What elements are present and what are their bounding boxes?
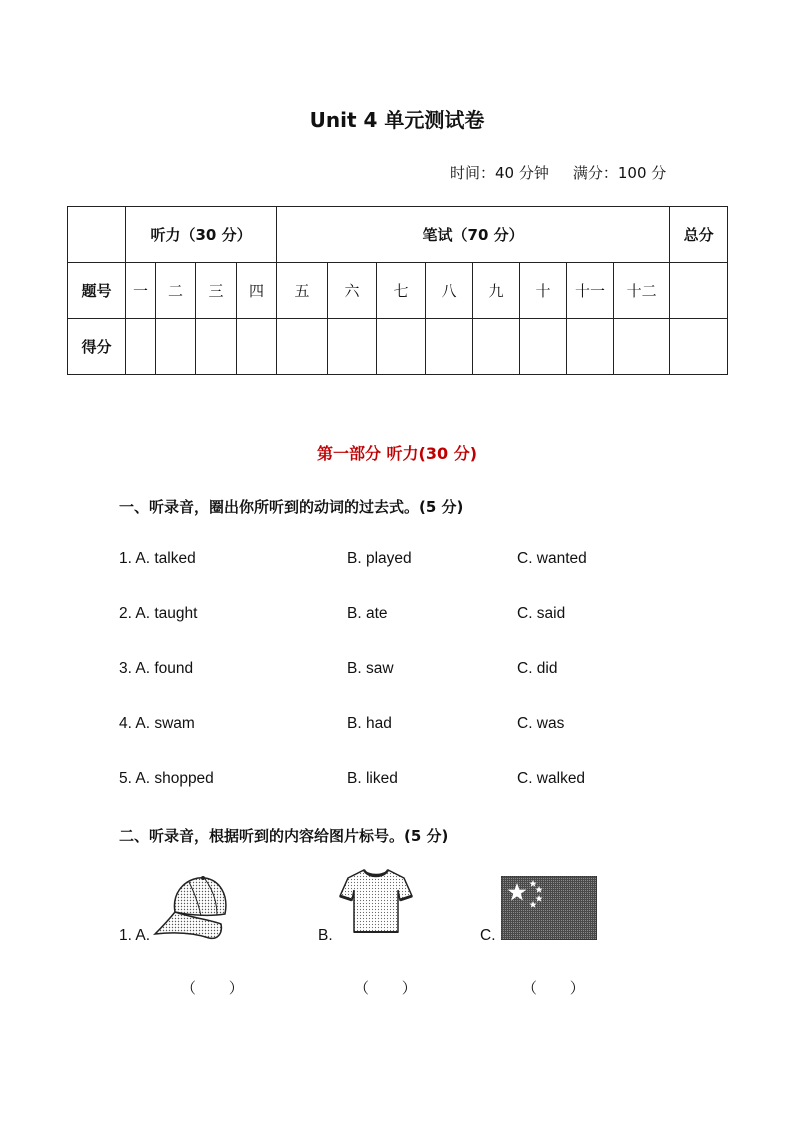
part-one-heading: 第一部分 听力(30 分)	[316, 444, 478, 463]
answer-blank[interactable]: （ ）	[522, 979, 599, 997]
score-table-header-row	[68, 207, 728, 263]
picture-label: 1. A.	[119, 927, 151, 944]
cap-icon	[153, 872, 231, 944]
question-number: 七	[377, 263, 426, 319]
option-c[interactable]: C. walked	[517, 770, 586, 787]
option-b[interactable]: B. saw	[347, 660, 394, 677]
writing-group-header: 笔试（70 分）	[277, 207, 670, 263]
option-a[interactable]: 5. A. shopped	[119, 770, 214, 787]
full-score: 满分：100 分	[572, 164, 667, 182]
t-shirt-icon	[338, 866, 414, 936]
option-c[interactable]: C. was	[517, 715, 565, 732]
option-b[interactable]: B. ate	[347, 605, 388, 622]
score-cell[interactable]	[237, 319, 277, 375]
option-c[interactable]: C. wanted	[517, 550, 587, 567]
option-a[interactable]: 4. A. swam	[119, 715, 195, 732]
option-c[interactable]: C. said	[517, 605, 566, 622]
score-cell[interactable]	[567, 319, 614, 375]
picture-label: B.	[318, 927, 333, 944]
question-number: 一	[126, 263, 156, 319]
score-cell[interactable]	[614, 319, 670, 375]
blank-cell	[68, 207, 126, 263]
page-title: Unit 4 单元测试卷	[309, 108, 485, 132]
score-cell[interactable]	[196, 319, 237, 375]
listening-group-header: 听力（30 分）	[126, 207, 277, 263]
question-number: 八	[426, 263, 473, 319]
option-b[interactable]: B. had	[347, 715, 392, 732]
score-label: 得分	[68, 319, 126, 375]
score-cell[interactable]	[377, 319, 426, 375]
score-cell[interactable]	[520, 319, 567, 375]
question-number: 五	[277, 263, 328, 319]
question-number: 十一	[567, 263, 614, 319]
question-number-label: 题号	[68, 263, 126, 319]
china-flag-icon	[501, 876, 597, 940]
picture-label: C.	[480, 927, 496, 944]
score-row	[68, 319, 728, 375]
score-table	[67, 206, 728, 375]
time-limit: 时间：40 分钟	[450, 164, 549, 182]
exam-meta	[450, 162, 666, 183]
section-two-heading: 二、听录音，根据听到的内容给图片标号。(5 分)	[119, 827, 449, 845]
option-b[interactable]: B. played	[347, 550, 412, 567]
score-cell[interactable]	[426, 319, 473, 375]
option-a[interactable]: 2. A. taught	[119, 605, 198, 622]
question-number: 三	[196, 263, 237, 319]
score-cell[interactable]	[156, 319, 196, 375]
option-b[interactable]: B. liked	[347, 770, 398, 787]
question-number: 十二	[614, 263, 670, 319]
score-cell[interactable]	[277, 319, 328, 375]
question-number: 四	[237, 263, 277, 319]
question-number: 十	[520, 263, 567, 319]
question-number: 二	[156, 263, 196, 319]
option-a[interactable]: 1. A. talked	[119, 550, 196, 567]
answer-blank[interactable]: （ ）	[354, 979, 431, 997]
option-c[interactable]: C. did	[517, 660, 558, 677]
score-cell[interactable]	[328, 319, 377, 375]
blank-cell	[670, 263, 728, 319]
question-number-row	[68, 263, 728, 319]
section-one-heading: 一、听录音，圈出你所听到的动词的过去式。(5 分)	[119, 498, 464, 516]
option-a[interactable]: 3. A. found	[119, 660, 194, 677]
question-number: 六	[328, 263, 377, 319]
total-header: 总分	[670, 207, 728, 263]
question-number: 九	[473, 263, 520, 319]
total-score-cell[interactable]	[670, 319, 728, 375]
score-cell[interactable]	[126, 319, 156, 375]
answer-blank[interactable]: （ ）	[181, 979, 258, 997]
score-cell[interactable]	[473, 319, 520, 375]
